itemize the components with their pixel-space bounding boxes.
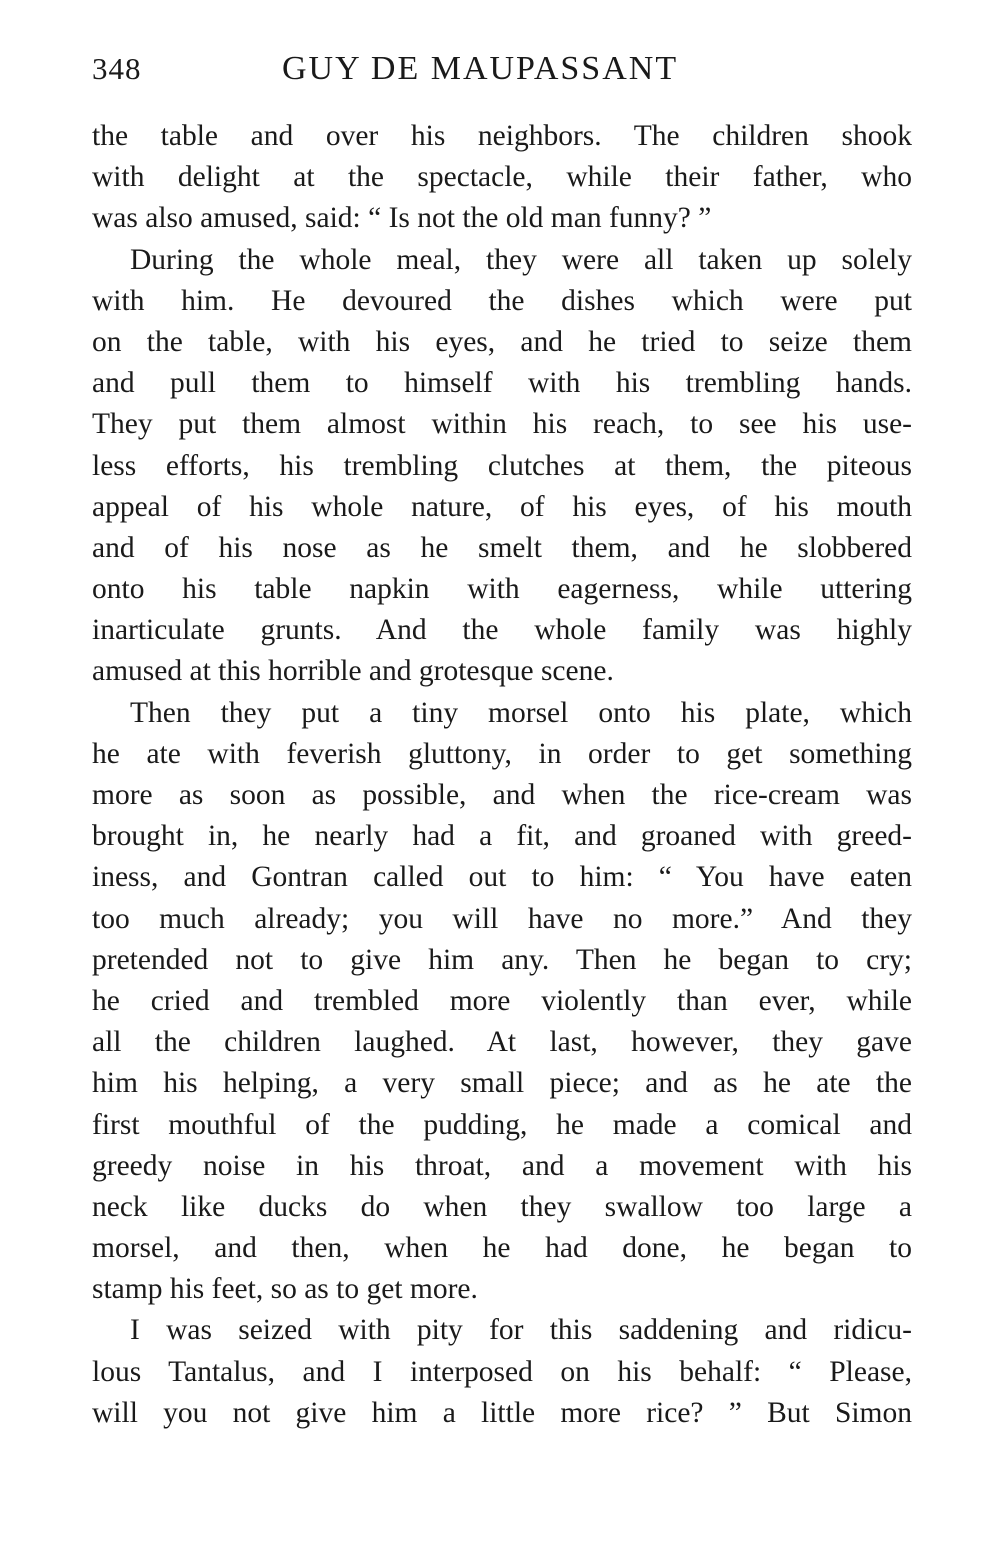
page-header	[92, 44, 912, 94]
text-line: During the whole meal, they were all taken up solely	[130, 243, 912, 276]
text-line: was also amused, said: “ Is not the old man funny? ”	[92, 202, 712, 235]
text-line: onto his table napkin with eagerness, while uttering	[92, 573, 912, 606]
text-line: more as soon as possible, and when the rice-cream was	[92, 779, 912, 811]
text-line: Then they put a tiny morsel onto his plate, which	[130, 696, 912, 729]
text-line: brought in, he nearly had a fit, and groaned with greed-	[92, 820, 912, 853]
text-line: neck like ducks do when they swallow too large a	[92, 1190, 912, 1223]
text-line: he ate with feverish gluttony, in order to get something	[92, 737, 912, 770]
text-line: They put them almost within his reach, to see his use-	[92, 408, 912, 441]
text-line: all the children laughed. At last, however, they gave	[92, 1026, 912, 1059]
text-line: amused at this horrible and grotesque scene.	[92, 655, 614, 688]
text-line: with delight at the spectacle, while their father, who	[92, 161, 912, 194]
text-line: will you not give him a little more rice? ” But Simon	[92, 1396, 912, 1429]
text-line: with him. He devoured the dishes which were put	[92, 284, 912, 317]
text-line: he cried and trembled more violently than ever, while	[92, 984, 912, 1017]
text-line: iness, and Gontran called out to him: “ You have eaten	[92, 861, 912, 894]
text-line: stamp his feet, so as to get more.	[92, 1273, 478, 1306]
text-line: inarticulate grunts. And the whole family was highly	[92, 614, 912, 647]
page-number: 348	[92, 51, 142, 86]
running-title: GUY DE MAUPASSANT	[282, 50, 679, 87]
text-line: him his helping, a very small piece; and as he ate the	[92, 1067, 912, 1100]
text-line: on the table, with his eyes, and he tried to seize them	[92, 325, 912, 358]
text-line: greedy noise in his throat, and a movement with his	[92, 1149, 912, 1182]
text-line: and pull them to himself with his trembling hands.	[92, 367, 912, 400]
text-line: pretended not to give him any. Then he began to cry;	[92, 943, 912, 976]
text-line: I was seized with pity for this saddening and ridicu-	[130, 1314, 912, 1347]
text-line: and of his nose as he smelt them, and he slobbered	[92, 531, 912, 564]
text-line: the table and over his neighbors. The children shook	[92, 120, 912, 152]
text-line: too much already; you will have no more.” And they	[92, 902, 912, 935]
body-text	[92, 116, 912, 1434]
text-line: lous Tantalus, and I interposed on his behalf: “ Please,	[92, 1355, 912, 1388]
text-line: appeal of his whole nature, of his eyes, of his mouth	[92, 490, 912, 523]
text-line: first mouthful of the pudding, he made a comical and	[92, 1108, 912, 1141]
text-line: morsel, and then, when he had done, he began to	[92, 1232, 912, 1265]
text-line: less efforts, his trembling clutches at them, the piteous	[92, 449, 912, 482]
